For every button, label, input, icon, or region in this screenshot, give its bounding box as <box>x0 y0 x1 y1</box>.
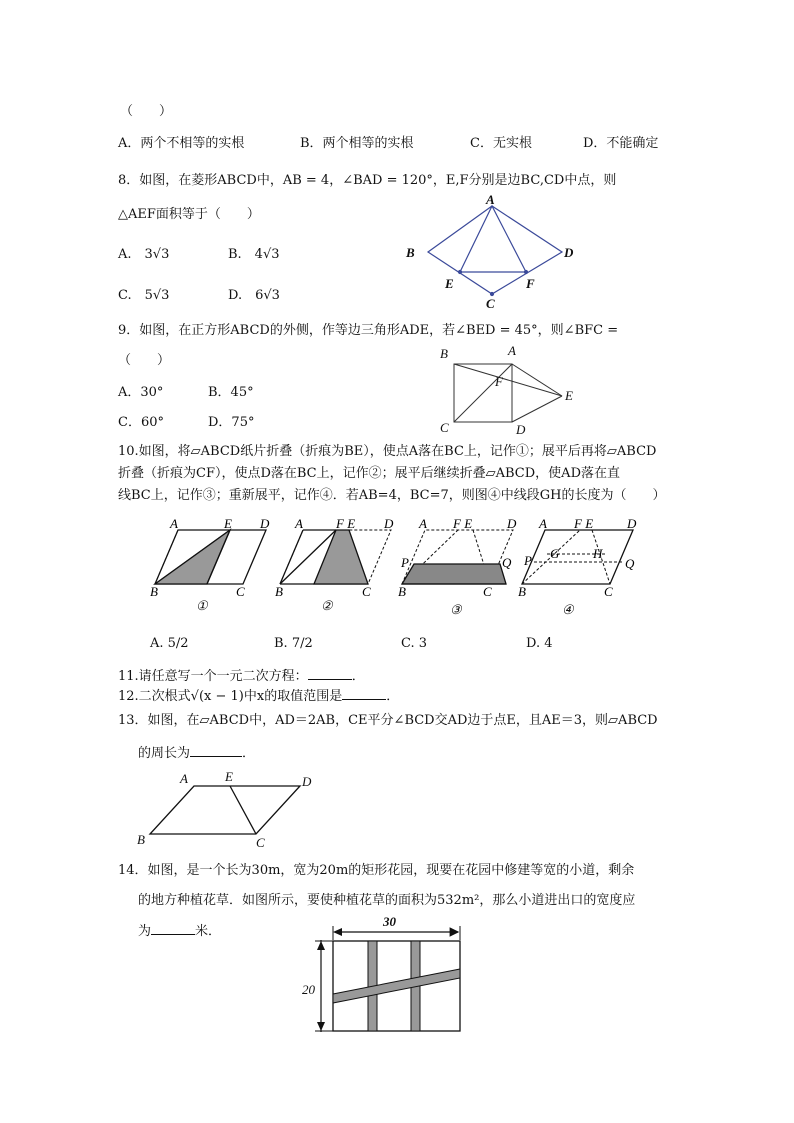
q10-option-d: D. 4 <box>526 636 553 651</box>
q8-stem-line2: △AEF面积等于（ ） <box>118 207 260 222</box>
svg-text:Q: Q <box>502 555 512 570</box>
q10-figure-1 <box>150 516 270 599</box>
q8-rhombus-figure <box>400 192 590 310</box>
q11-stem: 11.请任意写一个一元二次方程： ． <box>118 669 365 684</box>
q7-option-a: A．两个不相等的实根 <box>118 136 245 151</box>
q10-stem-line3: 线BC上，记作③；重新展平，记作④．若AB=4，BC=7，则图④中线段GH的长度为（ ） <box>118 488 666 503</box>
q10-stem-line1: 10.如图，将▱ABCD纸片折叠（折痕为BE），使点A落在BC上，记作①；展平后再将▱ABCD <box>118 444 657 459</box>
q9-label-c: C <box>440 420 449 435</box>
svg-text:A: A <box>539 516 547 531</box>
q14-stem-line1: 14．如图，是一个长为30m，宽为20m的矩形花园，现要在花园中修建等宽的小道，剩余 <box>118 863 635 878</box>
svg-text:A: A <box>295 516 303 531</box>
q10-caption-1: ① <box>196 598 208 613</box>
svg-text:D: D <box>384 516 394 531</box>
svg-text:P: P <box>524 553 532 568</box>
svg-text:D: D <box>627 516 637 531</box>
svg-text:B: B <box>275 584 283 599</box>
q10-caption-2: ② <box>321 598 333 613</box>
q10-figure-2 <box>275 516 394 599</box>
q13-label-e: E <box>225 769 233 784</box>
q8-label-f: F <box>526 276 535 291</box>
q9-label-a: A <box>508 343 516 358</box>
q7-option-d: D．不能确定 <box>583 136 659 151</box>
q9-label-d: D <box>516 422 526 437</box>
svg-text:G: G <box>550 546 560 561</box>
svg-text:F E: F E <box>574 516 594 531</box>
svg-text:C: C <box>604 584 613 599</box>
q13-stem-line1: 13．如图，在▱ABCD中，AD＝2AB，CE平分∠BCD交AD边于点E，且AE＝3，则▱ABCD <box>118 713 658 728</box>
q14-garden-figure <box>298 910 468 1036</box>
q9-label-b: B <box>440 346 448 361</box>
svg-text:E: E <box>224 516 232 531</box>
q10-caption-4: ④ <box>562 602 574 616</box>
svg-text:B: B <box>398 584 406 599</box>
q8-label-b: B <box>406 245 415 260</box>
svg-text:F E: F E <box>453 516 473 531</box>
svg-text:C: C <box>362 584 371 599</box>
svg-text:H: H <box>593 546 603 561</box>
svg-text:F E: F E <box>336 516 356 531</box>
svg-text:D: D <box>507 516 517 531</box>
svg-text:A: A <box>419 516 427 531</box>
q9-square-figure <box>432 340 582 440</box>
q9-stem-line1: 9．如图，在正方形ABCD的外侧，作等边三角形ADE，若∠BED = 45°，则∠BFC = <box>118 323 619 338</box>
q10-figure-3 <box>398 516 517 599</box>
q10-stem-line2: 折叠（折痕为CF），使点D落在BC上，记作②；展平后继续折叠▱ABCD，使AD落在直 <box>118 466 620 481</box>
q8-label-c: C <box>486 296 495 310</box>
q13-label-d: D <box>302 774 312 789</box>
svg-text:C: C <box>483 584 492 599</box>
q8-option-c: C. 5√3 <box>118 288 170 303</box>
q8-option-d: D. 6√3 <box>228 288 280 303</box>
q12-answer-blank[interactable] <box>342 687 386 700</box>
q10-option-b: B. 7/2 <box>274 636 313 651</box>
q14-stem-line3: 为 米． <box>138 924 222 939</box>
q8-label-e: E <box>445 276 454 291</box>
q9-label-f: F <box>495 374 503 389</box>
q13-answer-blank[interactable] <box>190 744 242 757</box>
q13-label-a: A <box>180 771 188 786</box>
svg-text:C: C <box>236 584 245 599</box>
svg-text:B: B <box>518 584 526 599</box>
q14-height-label: 20 <box>302 982 315 997</box>
q7-option-c: C．无实根 <box>470 136 532 151</box>
q11-answer-blank[interactable] <box>308 667 352 680</box>
q10-option-a: A. 5/2 <box>150 636 189 651</box>
q7-option-b: B．两个相等的实根 <box>300 136 414 151</box>
q10-caption-3: ③ <box>450 602 462 616</box>
svg-text:Q: Q <box>625 556 635 571</box>
q9-option-b: B．45° <box>208 385 254 400</box>
svg-text:P: P <box>401 555 409 570</box>
q9-option-c: C．60° <box>118 415 164 430</box>
q10-fold-figures <box>140 516 650 616</box>
q13-stem-line2: 的周长为 ． <box>138 746 256 761</box>
q7-paren: （ ） <box>120 104 173 119</box>
q13-parallelogram-figure <box>130 768 330 848</box>
q13-label-b: B <box>137 832 145 847</box>
q8-label-a: A <box>486 192 495 207</box>
q9-stem-line2: （ ） <box>118 353 171 368</box>
q8-option-a: A. 3√3 <box>118 247 170 262</box>
svg-text:B: B <box>150 584 158 599</box>
q10-figure-4 <box>518 516 637 599</box>
q14-stem-line2: 的地方种植花草．如图所示，要使种植花草的面积为532m²，那么小道进出口的宽度应 <box>138 893 636 908</box>
q9-option-a: A．30° <box>118 385 164 400</box>
q13-label-c: C <box>256 835 265 848</box>
q8-stem-line1: 8．如图，在菱形ABCD中，AB = 4，∠BAD = 120°，E,F分别是边BC,CD中点，则 <box>118 173 617 188</box>
q8-option-b: B. 4√3 <box>228 247 280 262</box>
q10-option-c: C. 3 <box>401 636 428 651</box>
q9-option-d: D．75° <box>208 415 255 430</box>
q9-label-e: E <box>565 388 573 403</box>
q8-label-d: D <box>564 245 574 260</box>
svg-text:A: A <box>170 516 178 531</box>
svg-text:D: D <box>260 516 270 531</box>
q14-answer-blank[interactable] <box>151 922 195 935</box>
q14-width-label: 30 <box>383 914 396 929</box>
q12-stem: 12.二次根式√(x − 1)中x的取值范围是 ． <box>118 689 400 704</box>
